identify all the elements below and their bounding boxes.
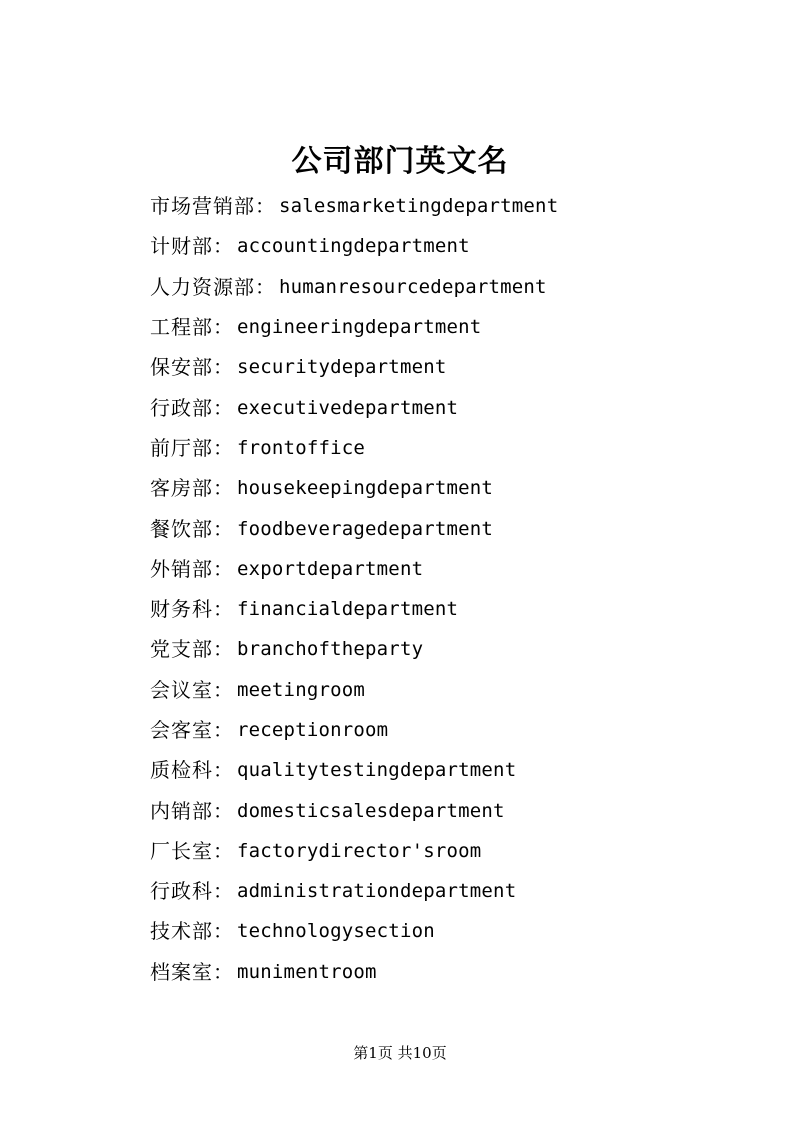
department-chinese-name: 厂长室 xyxy=(150,838,213,863)
department-english-name: frontoffice xyxy=(237,436,366,459)
colon-separator: ： xyxy=(213,597,233,622)
colon-separator: ： xyxy=(213,516,233,541)
department-chinese-name: 内销部 xyxy=(150,798,213,823)
list-item xyxy=(150,589,770,629)
list-item xyxy=(150,831,770,871)
department-chinese-name: 客房部 xyxy=(150,476,213,501)
department-chinese-name: 行政科 xyxy=(150,879,213,904)
department-english-name: humanresourcedepartment xyxy=(279,275,547,298)
department-english-name: executivedepartment xyxy=(237,396,459,419)
department-chinese-name: 会议室 xyxy=(150,677,213,702)
department-chinese-name: 餐饮部 xyxy=(150,516,213,541)
colon-separator: ： xyxy=(213,798,233,823)
department-chinese-name: 会客室 xyxy=(150,718,213,742)
list-item xyxy=(150,629,770,669)
department-english-name: exportdepartment xyxy=(237,557,424,580)
department-chinese-name: 工程部 xyxy=(150,315,213,340)
department-english-name: receptionroom xyxy=(237,719,389,741)
department-chinese-name: 保安部 xyxy=(150,355,213,380)
department-english-name: foodbeveragedepartment xyxy=(237,517,494,540)
department-chinese-name: 市场营销部 xyxy=(150,194,255,219)
list-item xyxy=(150,347,770,387)
department-english-name: securitydepartment xyxy=(237,356,447,379)
department-english-name: factorydirector'sroom xyxy=(237,839,482,862)
colon-separator: ： xyxy=(213,677,233,702)
department-chinese-name: 计财部 xyxy=(150,234,213,259)
department-chinese-name: 财务科 xyxy=(150,597,213,622)
department-english-name: salesmarketingdepartment xyxy=(279,195,559,218)
list-item xyxy=(150,790,770,830)
list-item xyxy=(150,549,770,589)
department-chinese-name: 技术部 xyxy=(150,919,213,944)
colon-separator: ： xyxy=(213,758,233,783)
list-item xyxy=(150,307,770,347)
colon-separator: ： xyxy=(213,315,233,340)
department-english-name: qualitytestingdepartment xyxy=(237,759,517,782)
department-chinese-name: 外销部 xyxy=(150,556,213,581)
department-chinese-name: 党支部 xyxy=(150,637,213,662)
page-footer: 第1页 共10页 xyxy=(353,1044,447,1062)
colon-separator: ： xyxy=(213,919,233,944)
department-english-name: technologysection xyxy=(237,920,435,943)
list-item xyxy=(150,710,770,750)
department-english-name: munimentroom xyxy=(237,960,377,983)
list-item xyxy=(150,952,770,992)
department-english-name: branchoftheparty xyxy=(237,638,424,661)
department-english-name: administrationdepartment xyxy=(237,880,517,903)
list-item xyxy=(150,750,770,790)
department-chinese-name: 人力资源部 xyxy=(150,274,255,299)
department-chinese-name: 前厅部 xyxy=(150,435,213,460)
list-item xyxy=(150,186,770,226)
colon-separator: ： xyxy=(213,556,233,581)
department-chinese-name: 质检科 xyxy=(150,758,213,783)
department-english-name: meetingroom xyxy=(237,678,366,701)
colon-separator: ： xyxy=(213,718,233,742)
colon-separator: ： xyxy=(213,959,233,984)
list-item xyxy=(150,670,770,710)
list-item xyxy=(150,428,770,468)
list-item xyxy=(150,871,770,911)
colon-separator: ： xyxy=(213,234,233,259)
department-english-name: financialdepartment xyxy=(237,598,459,621)
department-chinese-name: 行政部 xyxy=(150,395,213,420)
colon-separator: ： xyxy=(213,879,233,904)
colon-separator: ： xyxy=(213,637,233,662)
colon-separator: ： xyxy=(213,395,233,420)
colon-separator: ： xyxy=(213,838,233,863)
department-list xyxy=(150,186,770,992)
colon-separator: ： xyxy=(255,274,275,299)
list-item xyxy=(150,468,770,508)
department-english-name: engineeringdepartment xyxy=(237,316,482,339)
list-item xyxy=(150,911,770,951)
department-english-name: accountingdepartment xyxy=(237,235,470,258)
list-item xyxy=(150,267,770,307)
department-chinese-name: 档案室 xyxy=(150,959,213,984)
colon-separator: ： xyxy=(213,435,233,460)
colon-separator: ： xyxy=(213,476,233,501)
colon-separator: ： xyxy=(255,194,275,219)
department-english-name: domesticsalesdepartment xyxy=(237,799,505,822)
list-item xyxy=(150,387,770,427)
colon-separator: ： xyxy=(213,355,233,380)
list-item xyxy=(150,508,770,548)
department-english-name: housekeepingdepartment xyxy=(237,477,494,500)
page-title: 公司部门英文名 xyxy=(291,144,509,179)
list-item xyxy=(150,226,770,266)
